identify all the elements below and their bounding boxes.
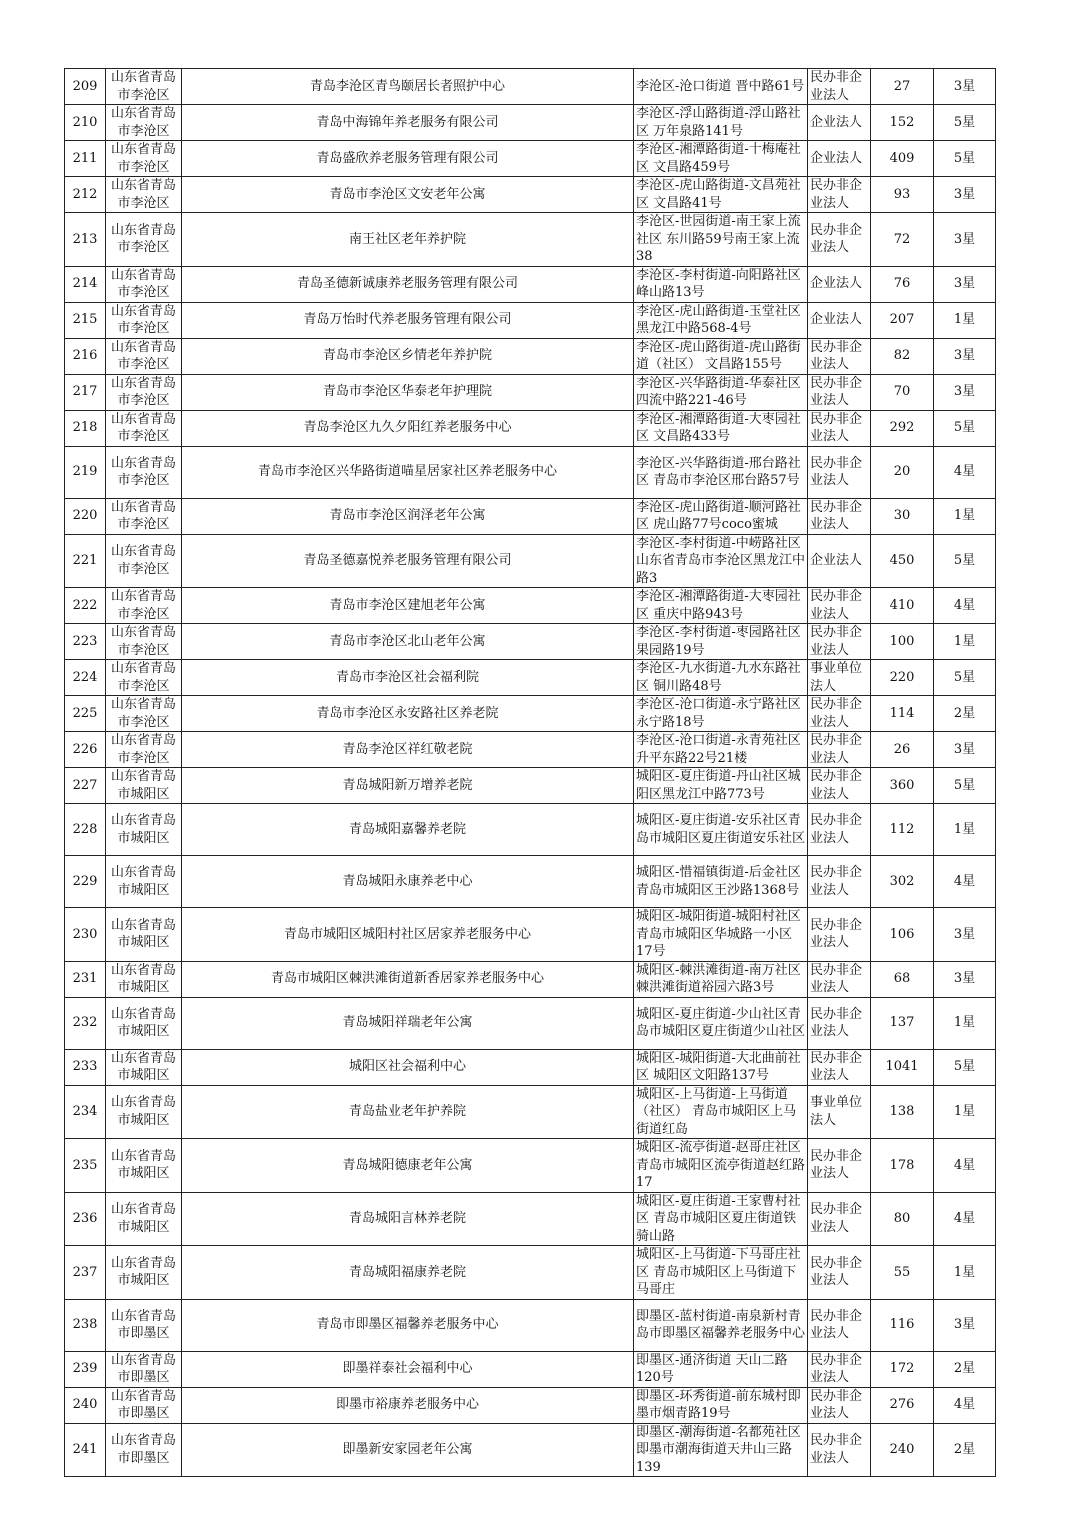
bed-capacity: 70 (871, 374, 934, 410)
star-rating: 1星 (934, 624, 996, 660)
table-row (65, 1351, 996, 1387)
institution-name: 青岛圣德嘉悦养老服务管理有限公司 (182, 534, 634, 588)
legal-type-cell: 民办非企业法人 (808, 1192, 871, 1246)
address-cell: 李沧区-九水街道-九水东路社区 铜川路48号 (634, 660, 808, 696)
legal-type-cell: 企业法人 (808, 105, 871, 141)
star-rating: 5星 (934, 660, 996, 696)
legal-type-cell: 民办非企业法人 (808, 498, 871, 534)
row-number: 239 (65, 1351, 106, 1387)
region-cell: 山东省青岛市城阳区 (106, 804, 182, 856)
table-row (65, 1423, 996, 1477)
address-cell: 城阳区-夏庄街道-丹山社区城阳区黑龙江中路773号 (634, 768, 808, 804)
institution-name: 即墨祥泰社会福利中心 (182, 1351, 634, 1387)
region-cell: 山东省青岛市城阳区 (106, 1049, 182, 1085)
address-cell: 李沧区-兴华路街道-华泰社区 四流中路221-46号 (634, 374, 808, 410)
address-cell: 城阳区-夏庄街道-王家曹村社区 青岛市城阳区夏庄街道铁骑山路 (634, 1192, 808, 1246)
bed-capacity: 68 (871, 961, 934, 997)
star-rating: 3星 (934, 266, 996, 302)
institution-name: 即墨新安家园老年公寓 (182, 1423, 634, 1477)
region-cell: 山东省青岛市李沧区 (106, 696, 182, 732)
row-number: 224 (65, 660, 106, 696)
region-cell: 山东省青岛市李沧区 (106, 177, 182, 213)
region-cell: 山东省青岛市李沧区 (106, 410, 182, 446)
address-cell: 即墨区-通济街道 天山二路120号 (634, 1351, 808, 1387)
star-rating: 1星 (934, 1246, 996, 1300)
star-rating: 3星 (934, 1299, 996, 1351)
legal-type-cell: 民办非企业法人 (808, 961, 871, 997)
institution-name: 青岛市城阳区城阳村社区居家养老服务中心 (182, 908, 634, 962)
star-rating: 5星 (934, 768, 996, 804)
star-rating: 3星 (934, 213, 996, 267)
star-rating: 1星 (934, 302, 996, 338)
legal-type-cell: 民办非企业法人 (808, 908, 871, 962)
legal-type-cell: 民办非企业法人 (808, 696, 871, 732)
table-row (65, 374, 996, 410)
row-number: 209 (65, 69, 106, 105)
row-number: 231 (65, 961, 106, 997)
bed-capacity: 276 (871, 1387, 934, 1423)
table-row (65, 446, 996, 498)
address-cell: 城阳区-棘洪滩街道-南万社区 棘洪滩街道裕园六路3号 (634, 961, 808, 997)
address-cell: 李沧区-浮山路街道-浮山路社区 万年泉路141号 (634, 105, 808, 141)
bed-capacity: 220 (871, 660, 934, 696)
row-number: 232 (65, 997, 106, 1049)
address-cell: 李沧区-湘潭路街道-大枣园社区 重庆中路943号 (634, 588, 808, 624)
institution-name: 青岛城阳新万增养老院 (182, 768, 634, 804)
region-cell: 山东省青岛市即墨区 (106, 1387, 182, 1423)
star-rating: 1星 (934, 1085, 996, 1139)
row-number: 210 (65, 105, 106, 141)
table-row (65, 534, 996, 588)
row-number: 220 (65, 498, 106, 534)
address-cell: 城阳区-城阳街道-城阳村社区 青岛市城阳区华城路一小区17号 (634, 908, 808, 962)
bed-capacity: 450 (871, 534, 934, 588)
region-cell: 山东省青岛市李沧区 (106, 266, 182, 302)
legal-type-cell: 民办非企业法人 (808, 410, 871, 446)
row-number: 211 (65, 141, 106, 177)
address-cell: 李沧区-兴华路街道-邢台路社区 青岛市李沧区邢台路57号 (634, 446, 808, 498)
bed-capacity: 30 (871, 498, 934, 534)
bed-capacity: 137 (871, 997, 934, 1049)
address-cell: 李沧区-虎山路街道-虎山路街道（社区） 文昌路155号 (634, 338, 808, 374)
institution-name: 青岛市李沧区文安老年公寓 (182, 177, 634, 213)
institution-name: 即墨市裕康养老服务中心 (182, 1387, 634, 1423)
table-row (65, 105, 996, 141)
bed-capacity: 240 (871, 1423, 934, 1477)
institution-name: 青岛万怡时代养老服务管理有限公司 (182, 302, 634, 338)
star-rating: 3星 (934, 374, 996, 410)
region-cell: 山东省青岛市李沧区 (106, 446, 182, 498)
star-rating: 3星 (934, 961, 996, 997)
row-number: 237 (65, 1246, 106, 1300)
region-cell: 山东省青岛市李沧区 (106, 660, 182, 696)
address-cell: 李沧区-李村街道-枣园路社区 果园路19号 (634, 624, 808, 660)
address-cell: 城阳区-流亭街道-赵哥庄社区 青岛市城阳区流亭街道赵红路17 (634, 1139, 808, 1193)
legal-type-cell: 民办非企业法人 (808, 1299, 871, 1351)
bed-capacity: 116 (871, 1299, 934, 1351)
region-cell: 山东省青岛市即墨区 (106, 1351, 182, 1387)
bed-capacity: 80 (871, 1192, 934, 1246)
row-number: 225 (65, 696, 106, 732)
star-rating: 3星 (934, 732, 996, 768)
bed-capacity: 112 (871, 804, 934, 856)
row-number: 213 (65, 213, 106, 267)
star-rating: 5星 (934, 141, 996, 177)
address-cell: 城阳区-上马街道-下马哥庄社区 青岛市城阳区上马街道下马哥庄 (634, 1246, 808, 1300)
legal-type-cell: 企业法人 (808, 302, 871, 338)
bed-capacity: 93 (871, 177, 934, 213)
star-rating: 1星 (934, 997, 996, 1049)
bed-capacity: 292 (871, 410, 934, 446)
region-cell: 山东省青岛市城阳区 (106, 1246, 182, 1300)
star-rating: 2星 (934, 1351, 996, 1387)
address-cell: 李沧区-沧口街道-永青苑社区 升平东路22号21楼 (634, 732, 808, 768)
institution-name: 青岛市城阳区棘洪滩街道新香居家养老服务中心 (182, 961, 634, 997)
table-row (65, 213, 996, 267)
bed-capacity: 178 (871, 1139, 934, 1193)
row-number: 233 (65, 1049, 106, 1085)
table-body (65, 69, 996, 1477)
region-cell: 山东省青岛市城阳区 (106, 856, 182, 908)
table-row (65, 624, 996, 660)
region-cell: 山东省青岛市即墨区 (106, 1423, 182, 1477)
bed-capacity: 76 (871, 266, 934, 302)
table-row (65, 69, 996, 105)
institution-name: 青岛市李沧区乡情老年养护院 (182, 338, 634, 374)
table-row (65, 908, 996, 962)
institution-name: 青岛市李沧区北山老年公寓 (182, 624, 634, 660)
institution-name: 青岛李沧区九久夕阳红养老服务中心 (182, 410, 634, 446)
address-cell: 城阳区-夏庄街道-安乐社区青岛市城阳区夏庄街道安乐社区 (634, 804, 808, 856)
row-number: 212 (65, 177, 106, 213)
address-cell: 城阳区-上马街道-上马街道（社区） 青岛市城阳区上马街道红岛 (634, 1085, 808, 1139)
institution-name: 青岛城阳福康养老院 (182, 1246, 634, 1300)
star-rating: 5星 (934, 410, 996, 446)
bed-capacity: 27 (871, 69, 934, 105)
region-cell: 山东省青岛市城阳区 (106, 768, 182, 804)
region-cell: 山东省青岛市李沧区 (106, 302, 182, 338)
bed-capacity: 100 (871, 624, 934, 660)
bed-capacity: 20 (871, 446, 934, 498)
row-number: 217 (65, 374, 106, 410)
region-cell: 山东省青岛市李沧区 (106, 374, 182, 410)
star-rating: 5星 (934, 534, 996, 588)
institution-name: 青岛城阳德康老年公寓 (182, 1139, 634, 1193)
table-row (65, 1085, 996, 1139)
row-number: 214 (65, 266, 106, 302)
institution-name: 青岛市李沧区华泰老年护理院 (182, 374, 634, 410)
table-row (65, 961, 996, 997)
star-rating: 5星 (934, 105, 996, 141)
address-cell: 李沧区-湘潭路街道-大枣园社区 文昌路433号 (634, 410, 808, 446)
address-cell: 李沧区-李村街道-向阳路社区 峰山路13号 (634, 266, 808, 302)
institution-name: 青岛圣德新诚康养老服务管理有限公司 (182, 266, 634, 302)
address-cell: 即墨区-蓝村街道-南泉新村青岛市即墨区福馨养老服务中心 (634, 1299, 808, 1351)
region-cell: 山东省青岛市李沧区 (106, 338, 182, 374)
region-cell: 山东省青岛市李沧区 (106, 588, 182, 624)
institution-name: 青岛市即墨区福馨养老服务中心 (182, 1299, 634, 1351)
address-cell: 即墨区-环秀街道-前东城村即墨市烟青路19号 (634, 1387, 808, 1423)
star-rating: 4星 (934, 1139, 996, 1193)
row-number: 227 (65, 768, 106, 804)
star-rating: 4星 (934, 1387, 996, 1423)
row-number: 241 (65, 1423, 106, 1477)
legal-type-cell: 民办非企业法人 (808, 69, 871, 105)
bed-capacity: 138 (871, 1085, 934, 1139)
region-cell: 山东省青岛市李沧区 (106, 213, 182, 267)
region-cell: 山东省青岛市即墨区 (106, 1299, 182, 1351)
star-rating: 4星 (934, 1192, 996, 1246)
bed-capacity: 114 (871, 696, 934, 732)
institution-name: 青岛市李沧区建旭老年公寓 (182, 588, 634, 624)
table-row (65, 302, 996, 338)
region-cell: 山东省青岛市城阳区 (106, 961, 182, 997)
region-cell: 山东省青岛市城阳区 (106, 1139, 182, 1193)
legal-type-cell: 民办非企业法人 (808, 1246, 871, 1300)
row-number: 235 (65, 1139, 106, 1193)
table-row (65, 732, 996, 768)
legal-type-cell: 民办非企业法人 (808, 1387, 871, 1423)
row-number: 234 (65, 1085, 106, 1139)
table-row (65, 177, 996, 213)
region-cell: 山东省青岛市李沧区 (106, 141, 182, 177)
bed-capacity: 360 (871, 768, 934, 804)
legal-type-cell: 民办非企业法人 (808, 446, 871, 498)
address-cell: 城阳区-惜福镇街道-后金社区 青岛市城阳区王沙路1368号 (634, 856, 808, 908)
region-cell: 山东省青岛市城阳区 (106, 1085, 182, 1139)
legal-type-cell: 民办非企业法人 (808, 856, 871, 908)
row-number: 221 (65, 534, 106, 588)
institution-table (64, 68, 996, 1477)
institution-name: 青岛市李沧区润泽老年公寓 (182, 498, 634, 534)
bed-capacity: 106 (871, 908, 934, 962)
star-rating: 2星 (934, 1423, 996, 1477)
region-cell: 山东省青岛市李沧区 (106, 105, 182, 141)
row-number: 226 (65, 732, 106, 768)
bed-capacity: 55 (871, 1246, 934, 1300)
bed-capacity: 302 (871, 856, 934, 908)
table-row (65, 338, 996, 374)
table-row (65, 1139, 996, 1193)
table-row (65, 696, 996, 732)
star-rating: 3星 (934, 338, 996, 374)
address-cell: 即墨区-潮海街道-名都苑社区 即墨市潮海街道天井山三路139 (634, 1423, 808, 1477)
star-rating: 1星 (934, 498, 996, 534)
row-number: 222 (65, 588, 106, 624)
row-number: 223 (65, 624, 106, 660)
row-number: 236 (65, 1192, 106, 1246)
address-cell: 李沧区-世园街道-南王家上流社区 东川路59号南王家上流38 (634, 213, 808, 267)
address-cell: 李沧区-虎山路街道-顺河路社区 虎山路77号coco蜜城 (634, 498, 808, 534)
institution-name: 青岛市李沧区永安路社区养老院 (182, 696, 634, 732)
table-row (65, 660, 996, 696)
star-rating: 3星 (934, 177, 996, 213)
row-number: 240 (65, 1387, 106, 1423)
legal-type-cell: 民办非企业法人 (808, 997, 871, 1049)
legal-type-cell: 民办非企业法人 (808, 588, 871, 624)
star-rating: 2星 (934, 696, 996, 732)
region-cell: 山东省青岛市李沧区 (106, 498, 182, 534)
table-row (65, 266, 996, 302)
address-cell: 李沧区-虎山路街道-文昌苑社区 文昌路41号 (634, 177, 808, 213)
region-cell: 山东省青岛市李沧区 (106, 624, 182, 660)
address-cell: 城阳区-夏庄街道-少山社区青岛市城阳区夏庄街道少山社区 (634, 997, 808, 1049)
table-row (65, 856, 996, 908)
star-rating: 3星 (934, 908, 996, 962)
row-number: 218 (65, 410, 106, 446)
institution-name: 青岛城阳永康养老中心 (182, 856, 634, 908)
bed-capacity: 152 (871, 105, 934, 141)
row-number: 216 (65, 338, 106, 374)
star-rating: 5星 (934, 1049, 996, 1085)
institution-name: 城阳区社会福利中心 (182, 1049, 634, 1085)
row-number: 238 (65, 1299, 106, 1351)
region-cell: 山东省青岛市李沧区 (106, 69, 182, 105)
row-number: 215 (65, 302, 106, 338)
region-cell: 山东省青岛市城阳区 (106, 997, 182, 1049)
bed-capacity: 172 (871, 1351, 934, 1387)
region-cell: 山东省青岛市李沧区 (106, 534, 182, 588)
institution-name: 青岛中海锦年养老服务有限公司 (182, 105, 634, 141)
legal-type-cell: 企业法人 (808, 266, 871, 302)
table-row (65, 997, 996, 1049)
bed-capacity: 72 (871, 213, 934, 267)
legal-type-cell: 民办非企业法人 (808, 1423, 871, 1477)
table-row (65, 1299, 996, 1351)
address-cell: 李沧区-沧口街道 晋中路61号 (634, 69, 808, 105)
bed-capacity: 1041 (871, 1049, 934, 1085)
legal-type-cell: 民办非企业法人 (808, 374, 871, 410)
address-cell: 李沧区-湘潭路街道-十梅庵社区 文昌路459号 (634, 141, 808, 177)
legal-type-cell: 事业单位法人 (808, 660, 871, 696)
institution-name: 南王社区老年养护院 (182, 213, 634, 267)
table-row (65, 1246, 996, 1300)
region-cell: 山东省青岛市李沧区 (106, 732, 182, 768)
legal-type-cell: 民办非企业法人 (808, 213, 871, 267)
row-number: 229 (65, 856, 106, 908)
legal-type-cell: 事业单位法人 (808, 1085, 871, 1139)
star-rating: 4星 (934, 856, 996, 908)
legal-type-cell: 民办非企业法人 (808, 732, 871, 768)
table-row (65, 141, 996, 177)
legal-type-cell: 民办非企业法人 (808, 1049, 871, 1085)
address-cell: 李沧区-虎山路街道-玉堂社区 黑龙江中路568-4号 (634, 302, 808, 338)
table-row (65, 804, 996, 856)
legal-type-cell: 民办非企业法人 (808, 338, 871, 374)
table-row (65, 410, 996, 446)
institution-name: 青岛城阳嘉馨养老院 (182, 804, 634, 856)
institution-name: 青岛李沧区祥红敬老院 (182, 732, 634, 768)
bed-capacity: 410 (871, 588, 934, 624)
star-rating: 4星 (934, 588, 996, 624)
star-rating: 1星 (934, 804, 996, 856)
legal-type-cell: 企业法人 (808, 141, 871, 177)
legal-type-cell: 民办非企业法人 (808, 768, 871, 804)
table-row (65, 498, 996, 534)
institution-name: 青岛市李沧区社会福利院 (182, 660, 634, 696)
table-row (65, 1049, 996, 1085)
table-row (65, 1192, 996, 1246)
institution-name: 青岛市李沧区兴华路街道喵星居家社区养老服务中心 (182, 446, 634, 498)
legal-type-cell: 企业法人 (808, 534, 871, 588)
table-row (65, 768, 996, 804)
bed-capacity: 26 (871, 732, 934, 768)
bed-capacity: 207 (871, 302, 934, 338)
row-number: 228 (65, 804, 106, 856)
institution-name: 青岛盛欣养老服务管理有限公司 (182, 141, 634, 177)
legal-type-cell: 民办非企业法人 (808, 804, 871, 856)
region-cell: 山东省青岛市城阳区 (106, 1192, 182, 1246)
star-rating: 4星 (934, 446, 996, 498)
institution-name: 青岛城阳言林养老院 (182, 1192, 634, 1246)
address-cell: 李沧区-沧口街道-永宁路社区 永宁路18号 (634, 696, 808, 732)
address-cell: 城阳区-城阳街道-大北曲前社区 城阳区文阳路137号 (634, 1049, 808, 1085)
row-number: 230 (65, 908, 106, 962)
legal-type-cell: 民办非企业法人 (808, 177, 871, 213)
star-rating: 3星 (934, 69, 996, 105)
institution-name: 青岛城阳祥瑞老年公寓 (182, 997, 634, 1049)
institution-name: 青岛盐业老年护养院 (182, 1085, 634, 1139)
legal-type-cell: 民办非企业法人 (808, 1351, 871, 1387)
address-cell: 李沧区-李村街道-中崂路社区 山东省青岛市李沧区黑龙江中路3 (634, 534, 808, 588)
table-row (65, 1387, 996, 1423)
legal-type-cell: 民办非企业法人 (808, 1139, 871, 1193)
row-number: 219 (65, 446, 106, 498)
table-row (65, 588, 996, 624)
legal-type-cell: 民办非企业法人 (808, 624, 871, 660)
institution-name: 青岛李沧区青鸟颐居长者照护中心 (182, 69, 634, 105)
region-cell: 山东省青岛市城阳区 (106, 908, 182, 962)
bed-capacity: 82 (871, 338, 934, 374)
bed-capacity: 409 (871, 141, 934, 177)
